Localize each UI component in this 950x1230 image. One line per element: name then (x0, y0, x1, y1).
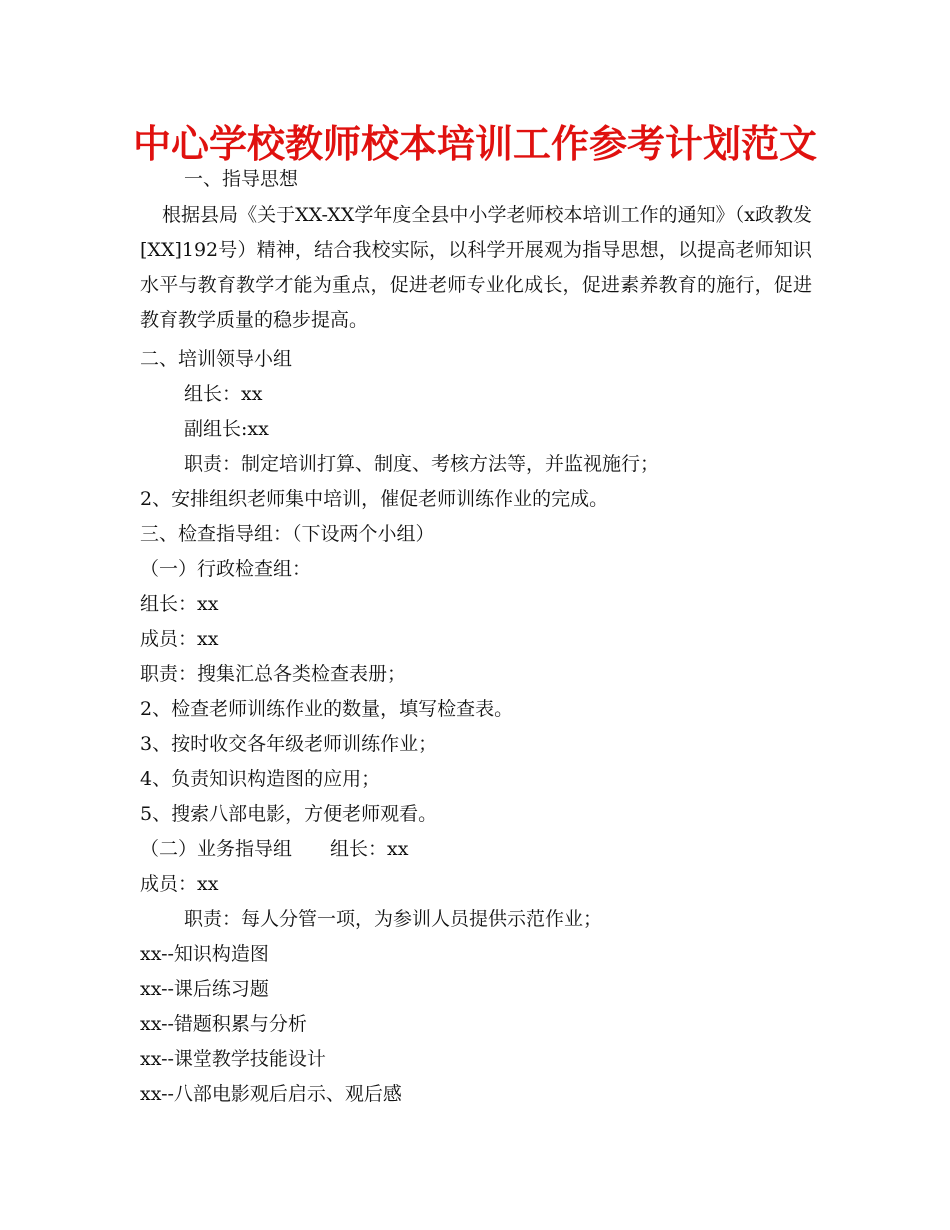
group-2-task-3: xx--错题积累与分析 (140, 1013, 307, 1035)
group-2-task-5: xx--八部电影观后启示、观后感 (140, 1083, 402, 1105)
section-2-item-2: 2、安排组织老师集中培训，催促老师训练作业的完成。 (140, 488, 609, 510)
group-1-member: 成员：xx (140, 628, 219, 650)
group-1-leader: 组长：xx (140, 593, 219, 615)
group-2-task-2: xx--课后练习题 (140, 978, 269, 1000)
group-1-heading: （一）行政检查组： (140, 558, 312, 580)
section-2-heading: 二、培训领导小组 (140, 348, 293, 370)
group-1-item-2: 2、检查老师训练作业的数量，填写检查表。 (140, 698, 514, 720)
group-1-duty: 职责：搜集汇总各类检查表册； (140, 663, 407, 685)
group-1-item-3: 3、按时收交各年级老师训练作业； (140, 733, 438, 755)
section-2-vice-leader: 副组长:xx (184, 418, 269, 440)
group-2-task-1: xx--知识构造图 (140, 943, 269, 965)
section-2-duty: 职责：制定培训打算、制度、考核方法等，并监视施行； (184, 453, 660, 475)
section-2-leader: 组长：xx (184, 383, 263, 405)
group-1-item-4: 4、负责知识构造图的应用； (140, 768, 381, 790)
group-2-member: 成员：xx (140, 873, 219, 895)
group-1-item-5: 5、搜索八部电影，方便老师观看。 (140, 803, 438, 825)
document-title: 中心学校教师校本培训工作参考计划范文 (132, 122, 817, 166)
group-2-duty: 职责：每人分管一项，为参训人员提供示范作业； (184, 908, 603, 930)
group-2-heading: （二）业务指导组 组长：xx (140, 838, 409, 860)
group-2-task-4: xx--课堂教学技能设计 (140, 1048, 326, 1070)
section-1-heading: 一、指导思想 (184, 168, 299, 190)
section-1-body: 根据县局《关于XX-XX学年度全县中小学老师校本培训工作的通知》（x政教发[XX]192号）精神，结合我校实际，以科学开展观为指导思想，以提高老师知识水平与教育教学才能为重点，促进老师专业化成长，促进素养教育的施行，促进教育教学质量的稳步提高。 (140, 204, 812, 331)
section-3-heading: 三、检查指导组：（下设两个小组） (140, 523, 435, 545)
